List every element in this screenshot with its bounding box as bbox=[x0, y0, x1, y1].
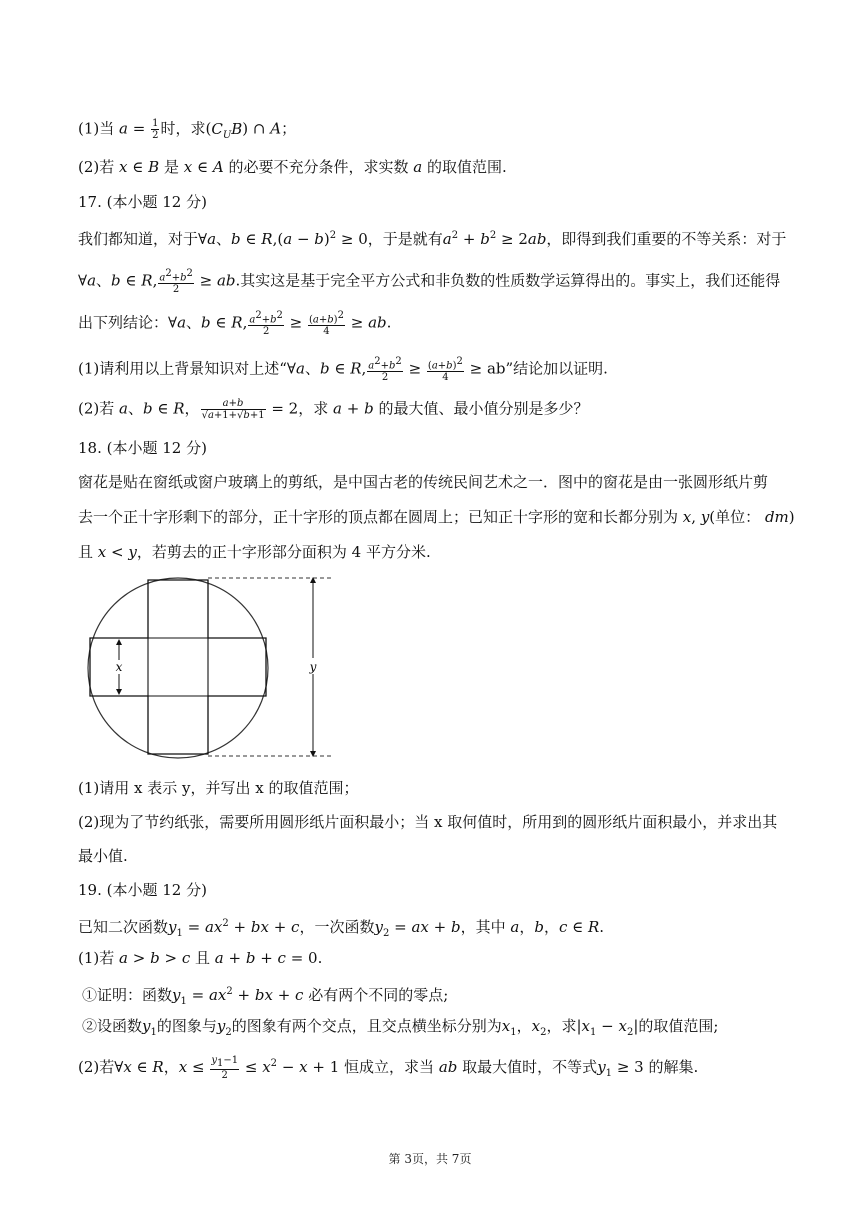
q18-header: 18. (本小题 12 分) bbox=[78, 439, 207, 457]
q17-part1: (1)请利用以上背景知识对上述“∀a、b ∈ R, $\frac{a^2+b^2}{2}$ ≥ $\frac{(a+b)^2}{4}$ ≥ ab”结论加以证明. bbox=[78, 356, 608, 384]
q19-part1: (1)若 a > b > c 且 a + b + c = 0. bbox=[78, 949, 323, 967]
q16-part2: (2)若 x ∈ B 是 x ∈ A 的必要不充分条件，求实数 a 的取值范围. bbox=[78, 158, 507, 176]
q18-part1: (1)请用 x 表示 y，并写出 x 的取值范围； bbox=[78, 779, 359, 797]
q19-header: 19. (本小题 12 分) bbox=[78, 881, 207, 899]
q18-part2-line2: 最小值. bbox=[78, 847, 128, 865]
q17-intro-line3: 出下列结论：∀a、b ∈ R, $\frac{a^2+b^2}{2}$ ≥ $\frac{(a+b)^2}{4}$ ≥ ab. bbox=[78, 310, 392, 338]
q19-intro: 已知二次函数$y_1 = ax^2$ + bx + c，一次函数$y_2$ = ax + b，其中 a，b，c ∈ R. bbox=[78, 918, 605, 939]
q17-intro-line2: ∀a、b ∈ R, $\frac{a^2+b^2}{2}$ ≥ ab.其实这是基于完全平方公式和非负数的性质数学运算得出的。事实上，我们还能得 bbox=[78, 268, 781, 296]
window-cutting-figure bbox=[76, 574, 346, 762]
q16-part1: (1)当 a = $\frac{1}{2}$ 时，求$(C_UB)$ ∩ A； bbox=[78, 118, 297, 141]
page-footer: 第 3页，共 7页 bbox=[388, 1152, 472, 1166]
q17-part2: (2)若 a、b ∈ R， $\frac{a+b}{√a+1+√b+1}$ = 2，求 a + b 的最大值、最小值分别是多少？ bbox=[78, 398, 589, 421]
y-label: y bbox=[309, 660, 317, 674]
figure-svg bbox=[76, 574, 346, 762]
q17-intro-line1: 我们都知道，对于∀a、b ∈ $R,(a - b)^2 \ge 0$，于是就有$a^2 + b^2 \ge 2ab$，即得到我们重要的不等关系：对于 bbox=[78, 230, 787, 248]
q19-part1-ii: ②设函数$y_1$的图象与$y_2$的图象有两个交点，且交点横坐标分别为$x_1$，$x_2$，求$|x_1 - x_2|$的取值范围; bbox=[82, 1017, 719, 1038]
q18-part2-line1: (2)现为了节约纸张，需要所用圆形纸片面积最小；当 x 取何值时，所用到的圆形纸片面积最小，并求出其 bbox=[78, 813, 778, 831]
q17-header: 17. (本小题 12 分) bbox=[78, 193, 207, 211]
x-label: x bbox=[115, 660, 123, 674]
q18-text-line2: 去一个正十字形剩下的部分，正十字形的顶点都在圆周上；已知正十字形的宽和长都分别为 x, y(单位： dm) bbox=[78, 508, 795, 526]
q18-text-line1: 窗花是贴在窗纸或窗户玻璃上的剪纸，是中国古老的传统民间艺术之一．图中的窗花是由一张圆形纸片剪 bbox=[78, 473, 769, 491]
q18-text-line3: 且 x < y，若剪去的正十字形部分面积为 4 平方分米. bbox=[78, 543, 431, 561]
q19-part2: (2)若∀x ∈ R，x ≤ $\frac{y_1-1}{2}$ ≤ $x^2 - x + 1$ 恒成立，求当 ab 取最大值时，不等式$y_1 \ge 3$ 的解集. bbox=[78, 1055, 699, 1081]
q19-part1-i: ①证明：函数$y_1 = ax^2$ + bx + c 必有两个不同的零点; bbox=[82, 986, 449, 1007]
